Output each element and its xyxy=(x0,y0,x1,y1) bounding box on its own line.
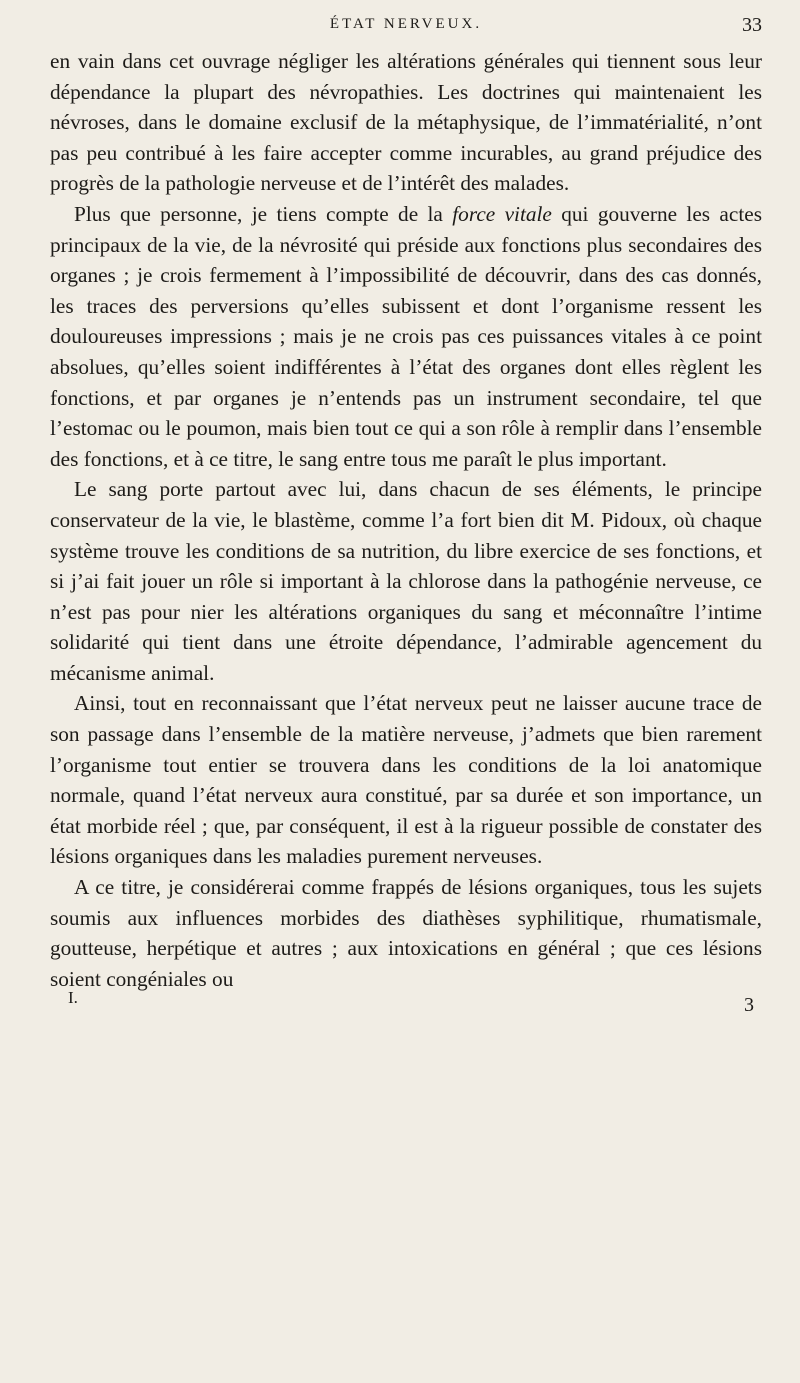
paragraph-text: en vain dans cet ouvrage négliger les altérations générales qui tiennent sous leur dépendance la plupart des névropathies. Les doctrines qui maintenaient les névroses, dans le domaine exclusif de la métaphysique, de l’immatérialité, n’ont pas peu contribué à les faire accepter comme incurables, au grand préjudice des progrès de la pathologie nerveuse et de l’intérêt des malades. xyxy=(50,49,762,196)
emphasized-phrase: force vitale xyxy=(452,201,552,226)
paragraph-text: Plus que personne, je tiens compte de la xyxy=(74,201,453,226)
paragraph xyxy=(50,199,762,474)
paragraph xyxy=(50,46,762,199)
body-text xyxy=(50,46,762,994)
page-footer xyxy=(50,988,762,1018)
paragraph xyxy=(50,872,762,994)
paragraph-text: Ainsi, tout en reconnaissant que l’état nerveux peut ne laisser aucune trace de son passage dans l’ensemble de la matière nerveuse, j’admets que bien rarement l’organisme tout entier se trouvera dans les conditions de la loi anatomique normale, quand l’état nerveux aura constitué, par sa durée et son importance, un état morbide réel ; que, par conséquent, il est à la rigueur possible de constater des lésions organiques dans les maladies purement nerveuses. xyxy=(50,691,762,869)
paragraph-text: qui gouverne les actes principaux de la vie, de la névrosité qui préside aux fonctions plus secondaires des organes ; je crois fermement à l’impossibilité de découvrir, dans des cas donnés, les traces des perversions qu’elles subissent et dont l’organisme ressent les douloureuses impressions ; mais je ne crois pas ces puissances vitales à ce point absolues, qu’elles soient indifférentes à l’état des organes dont elles règlent les fonctions, et par organes je n’entends pas un instrument secondaire, tel que l’estomac ou le poumon, mais bien tout ce qui a son rôle à remplir dans l’ensemble des fonctions, et à ce titre, le sang entre tous me paraît le plus important. xyxy=(50,201,762,471)
book-page xyxy=(50,14,762,1018)
running-head xyxy=(50,14,762,44)
running-title: ÉTAT NERVEUX. xyxy=(329,16,483,32)
paragraph xyxy=(50,474,762,688)
signature-number: 3 xyxy=(744,994,754,1017)
paragraph xyxy=(50,688,762,872)
paragraph-text: A ce titre, je considérerai comme frappés de lésions organiques, tous les sujets soumis aux influences morbides des diathèses syphilitique, rhumatismale, goutteuse, herpétique et autres ; aux intoxications en général ; que ces lésions soient congéniales ou xyxy=(50,875,762,991)
paragraph-text: Le sang porte partout avec lui, dans chacun de ses éléments, le principe conservateur de la vie, le blastème, comme l’a fort bien dit M. Pidoux, où chaque système trouve les conditions de sa nutrition, du libre exercice de ses fonctions, et si j’ai fait jouer un rôle si important à la chlorose dans la pathogénie nerveuse, ce n’est pas pour nier les altérations organiques du sang et méconnaître l’intime solidarité qui tient dans une étroite dépendance, l’admirable agencement du mécanisme animal. xyxy=(50,477,762,685)
page-number: 33 xyxy=(742,14,762,36)
signature-mark: I. xyxy=(68,988,78,1008)
